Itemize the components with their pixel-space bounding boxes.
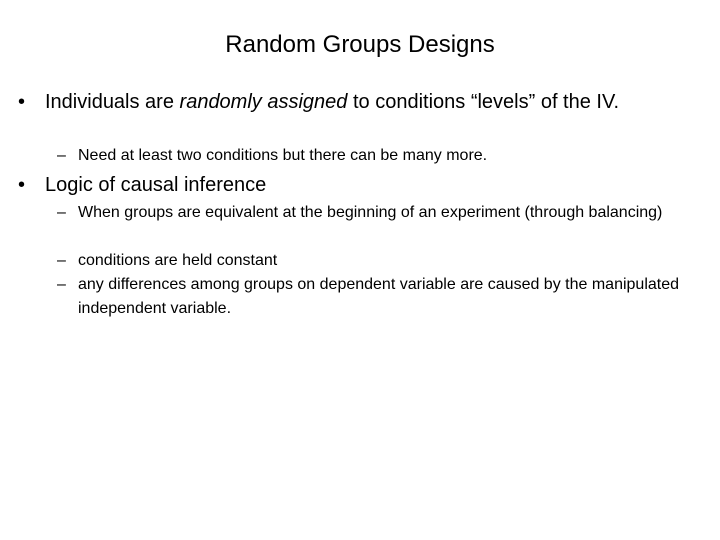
bullet-point (18, 173, 708, 197)
sub-bullet-text: any differences among groups on dependent variable are caused by the manipulated independent variable. (78, 276, 680, 317)
dash-marker: – (57, 252, 66, 269)
bullet-text (45, 90, 708, 114)
sub-bullet-text: Need at least two conditions but there can be many more. (78, 147, 488, 164)
sub-bullet-text: When groups are equivalent at the beginning of an experiment (through balancing) (78, 204, 663, 221)
emphasis-text: randomly assigned (179, 91, 348, 113)
bullet-marker: • (18, 174, 26, 196)
sub-bullet-point (57, 201, 697, 225)
slide-title: Random Groups Designs (225, 31, 495, 58)
bullet-text-start: Individuals are (45, 91, 180, 113)
sub-bullet-point (57, 249, 697, 273)
bullet-text: Logic of causal inference (45, 174, 267, 196)
dash-marker: – (57, 147, 66, 164)
bullet-point (18, 90, 708, 114)
dash-marker: – (57, 276, 66, 293)
bullet-marker: • (18, 91, 26, 113)
bullet-text-end: to conditions “levels” of the IV. (347, 91, 620, 113)
dash-marker: – (57, 204, 66, 221)
sub-bullet-text: conditions are held constant (78, 252, 278, 269)
sub-bullet-point (57, 144, 697, 168)
sub-bullet-point (57, 273, 697, 321)
